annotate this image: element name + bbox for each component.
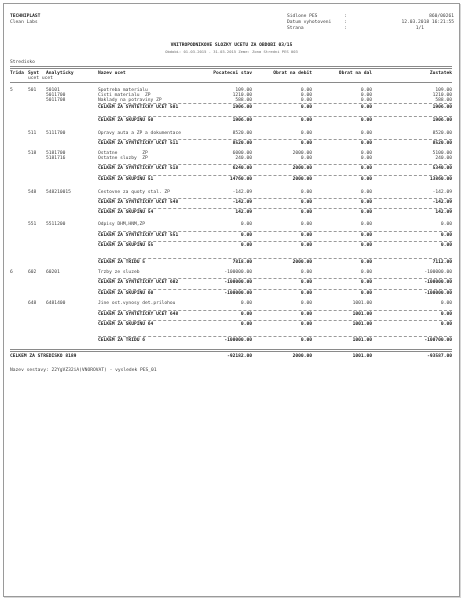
cell-nazev: Naklady na potraviny ZP — [98, 98, 162, 103]
cell-synt: 511 — [28, 131, 37, 136]
report-page — [3, 3, 460, 597]
header-sep: : — [344, 14, 347, 19]
cell-md: 2000.00 — [292, 177, 312, 182]
cell-dal: 0.00 — [360, 291, 372, 296]
subtotal-rule — [98, 139, 452, 140]
cell-podstav: 1906.00 — [232, 118, 252, 123]
header-rule — [10, 66, 452, 69]
header-value-date: 12.03.2018 16:21:55 — [401, 20, 454, 25]
cell-nazev: CELKEM ZA SKUPINU 51 — [98, 177, 154, 182]
cell-zustatek: 240.00 — [435, 156, 452, 161]
cell-synt: 602 — [28, 270, 37, 275]
cell-analyt: 60201 — [46, 270, 60, 275]
cell-synt: 518 — [28, 151, 37, 156]
cell-analyt: 6481400 — [46, 301, 66, 306]
subtotal-rule — [98, 278, 452, 279]
cell-zustatek: 0.00 — [440, 222, 452, 227]
cell-nazev: Jine ost.vynosy det.prilohou — [98, 301, 176, 306]
cell-podstav: 0.00 — [240, 243, 252, 248]
total-podstav: -92182.00 — [227, 354, 252, 359]
col-trida: Trida — [10, 71, 24, 76]
cell-dal: 0.00 — [360, 151, 372, 156]
cell-podstav: 1210.00 — [232, 93, 252, 98]
subtotal-rule — [98, 175, 452, 176]
cell-zustatek: 1210.00 — [432, 93, 452, 98]
cell-zustatek: 13860.00 — [429, 177, 452, 182]
cell-podstav: -100000.00 — [224, 270, 252, 275]
cell-md: 0.00 — [300, 338, 312, 343]
cell-zustatek: 0.00 — [440, 301, 452, 306]
columns-rule — [10, 82, 452, 83]
report-subtitle: Obdobi: 01.03.2015 - 31.03.2015 Zeme: Zona Stredni PES 003 — [165, 49, 298, 54]
section-label: Stredisko — [10, 60, 35, 65]
cell-dal: 0.00 — [360, 166, 372, 171]
total-dal: 1001.00 — [352, 354, 372, 359]
cell-podstav: 0.00 — [240, 233, 252, 238]
cell-zustatek: -100000.00 — [424, 270, 452, 275]
cell-zustatek: 588.00 — [435, 98, 452, 103]
cell-synt: 551 — [28, 222, 37, 227]
col-podstav: Pocatecni stav — [213, 71, 252, 76]
cell-podstav: 0.00 — [240, 301, 252, 306]
subtotal-rule — [98, 103, 452, 104]
header-sep: : — [344, 20, 347, 25]
cell-zustatek: -100000.00 — [424, 280, 452, 285]
subtotal-rule — [98, 208, 452, 209]
cell-analyt: 5181700 — [46, 151, 66, 156]
cell-nazev: CELKEM ZA SKUPINU 64 — [98, 322, 154, 327]
subtotal-rule — [98, 289, 452, 290]
cell-analyt: 5181716 — [46, 156, 66, 161]
cell-nazev: CELKEM ZA SKUPINU 54 — [98, 210, 154, 215]
cell-synt: 648 — [28, 301, 37, 306]
cell-md: 2000.00 — [292, 166, 312, 171]
cell-nazev: CELKEM ZA SYNTETICKY UCET 551 — [98, 233, 179, 238]
cell-dal: 0.00 — [360, 190, 372, 195]
cell-dal: 0.00 — [360, 88, 372, 93]
cell-podstav: -100000.00 — [224, 338, 252, 343]
subtotal-rule — [98, 336, 452, 337]
cell-zustatek: 7112.00 — [432, 260, 452, 265]
cell-podstav: -142.09 — [232, 190, 252, 195]
cell-dal: 0.00 — [360, 156, 372, 161]
cell-podstav: 8520.00 — [232, 141, 252, 146]
cell-analyt: 5511200 — [46, 222, 66, 227]
cell-md: 2000.00 — [292, 260, 312, 265]
cell-md: 0.00 — [300, 88, 312, 93]
cell-podstav: 588.00 — [235, 98, 252, 103]
cell-dal: 1001.00 — [352, 322, 372, 327]
cell-analyt: 50101 — [46, 88, 60, 93]
cell-dal: 1001.00 — [352, 338, 372, 343]
subtotal-rule — [98, 164, 452, 165]
cell-dal: 0.00 — [360, 98, 372, 103]
cell-zustatek: -100000.00 — [424, 291, 452, 296]
cell-podstav: 14760.00 — [229, 177, 252, 182]
cell-dal: 1001.00 — [352, 301, 372, 306]
col-sub: ucet ucet — [28, 76, 53, 81]
cell-dal: 1001.00 — [352, 312, 372, 317]
total-label: CELKEM ZA STREDISKO 8189 — [10, 354, 77, 359]
cell-md: 0.00 — [300, 291, 312, 296]
cell-zustatek: -142.09 — [432, 200, 452, 205]
col-zustatek: Zustatek — [429, 71, 452, 76]
cell-dal: 0.00 — [360, 233, 372, 238]
cell-dal: 0.00 — [360, 210, 372, 215]
cell-zustatek: -142.09 — [432, 190, 452, 195]
subtotal-rule — [98, 231, 452, 232]
cell-dal: 0.00 — [360, 105, 372, 110]
cell-md: 0.00 — [300, 156, 312, 161]
cell-zustatek: 8520.00 — [432, 131, 452, 136]
cell-analyt: 5011700 — [46, 93, 66, 98]
cell-nazev: CELKEM ZA SYNTETICKY UCET 518 — [98, 166, 179, 171]
cell-nazev: CELKEM ZA SKUPINU 50 — [98, 118, 154, 123]
cell-podstav: 240.00 — [235, 156, 252, 161]
cell-md: 0.00 — [300, 98, 312, 103]
cell-md: 0.00 — [300, 322, 312, 327]
cell-dal: 0.00 — [360, 260, 372, 265]
cell-zustatek: 0.00 — [440, 312, 452, 317]
header-sep: : — [344, 26, 347, 31]
col-md: Obrat na debit — [273, 71, 312, 76]
header-label-pes: Sidlone PES — [287, 14, 318, 19]
cell-trida: 6 — [10, 270, 13, 275]
cell-synt: 548 — [28, 190, 37, 195]
cell-md: 0.00 — [300, 93, 312, 98]
cell-nazev: Ostatne ZP — [98, 151, 148, 156]
cell-dal: 0.00 — [360, 280, 372, 285]
cell-nazev: Cisti materialu ZP — [98, 93, 151, 98]
cell-zustatek: 5100.00 — [432, 151, 452, 156]
cell-podstav: 0.00 — [240, 222, 252, 227]
cell-dal: 0.00 — [360, 118, 372, 123]
cell-dal: 0.00 — [360, 141, 372, 146]
cell-nazev: Ostatne sluzby ZP — [98, 156, 148, 161]
cell-podstav: 7818.00 — [232, 260, 252, 265]
subtotal-rule — [98, 258, 452, 259]
cell-nazev: CELKEM ZA SYNTETICKY UCET 548 — [98, 200, 179, 205]
cell-podstav: 6000.00 — [232, 151, 252, 156]
cell-podstav: -142.09 — [232, 200, 252, 205]
company-subtitle: Clean Labs — [10, 20, 38, 25]
cell-podstav: 1906.00 — [232, 105, 252, 110]
cell-md: 0.00 — [300, 190, 312, 195]
header-value-page: 1/1 — [415, 26, 424, 31]
company-name: TECHNIPLAST — [10, 14, 41, 19]
cell-nazev: CELKEM ZA SYNTETICKY UCET 602 — [98, 280, 179, 285]
cell-podstav: 0.00 — [240, 312, 252, 317]
cell-nazev: CELKEM ZA TRIDU 6 — [98, 338, 146, 343]
cell-podstav: -100000.00 — [224, 291, 252, 296]
cell-zustatek: -100700.00 — [424, 338, 452, 343]
report-title: VNITROPODNIKOVE SLOZKY UCETU ZA OBDOBI 03/15 — [170, 43, 293, 48]
header-label-page: Strana — [287, 26, 304, 31]
cell-podstav: 109.00 — [235, 88, 252, 93]
cell-zustatek: 1906.00 — [432, 105, 452, 110]
cell-trida: 5 — [10, 88, 13, 93]
cell-dal: 0.00 — [360, 243, 372, 248]
cell-md: 0.00 — [300, 233, 312, 238]
cell-nazev: Spotreba materialu — [98, 88, 148, 93]
total-zustatek: -93587.00 — [427, 354, 452, 359]
cell-md: 0.00 — [300, 222, 312, 227]
cell-podstav: 8520.00 — [232, 131, 252, 136]
subtotal-rule — [98, 198, 452, 199]
cell-nazev: Opravy auta a ZP a dokumentace — [98, 131, 181, 136]
cell-synt: 501 — [28, 88, 37, 93]
cell-md: 0.00 — [300, 141, 312, 146]
cell-zustatek: 109.00 — [435, 88, 452, 93]
col-dal: Obrat na dal — [338, 71, 372, 76]
cell-dal: 0.00 — [360, 177, 372, 182]
cell-nazev: CELKEM ZA SYNTETICKY UCET 511 — [98, 141, 179, 146]
cell-nazev: CELKEM ZA SKUPINU 55 — [98, 243, 154, 248]
subtotal-rule — [98, 116, 452, 117]
cell-md: 0.00 — [300, 210, 312, 215]
cell-md: 0.00 — [300, 200, 312, 205]
cell-zustatek: 8520.00 — [432, 141, 452, 146]
subtotal-rule — [98, 310, 452, 311]
cell-md: 0.00 — [300, 131, 312, 136]
header-label-date: Datum vyhotoveni — [287, 20, 332, 25]
cell-analyt: 5011708 — [46, 98, 66, 103]
cell-podstav: 142.09 — [235, 210, 252, 215]
cell-zustatek: 0.00 — [440, 322, 452, 327]
col-nazev: Nazev ucet — [98, 71, 126, 76]
cell-dal: 0.00 — [360, 131, 372, 136]
cell-md: 0.00 — [300, 301, 312, 306]
cell-dal: 0.00 — [360, 270, 372, 275]
cell-md: 0.00 — [300, 118, 312, 123]
cell-dal: 0.00 — [360, 222, 372, 227]
cell-zustatek: 142.09 — [435, 210, 452, 215]
subtotal-rule — [98, 241, 452, 242]
cell-md: 0.00 — [300, 270, 312, 275]
total-rule — [10, 349, 452, 352]
cell-nazev: CELKEM ZA SYNTETICKY UCET 648 — [98, 312, 179, 317]
cell-zustatek: 0.00 — [440, 243, 452, 248]
cell-podstav: 0.00 — [240, 322, 252, 327]
cell-podstav: 6240.00 — [232, 166, 252, 171]
col-synt: Synt — [28, 71, 40, 76]
report-footer: Nazev sestavy: 22YgVZ32iA(VNOROVAT) - vysledek PES_01 — [10, 368, 157, 373]
cell-zustatek: 5340.00 — [432, 166, 452, 171]
cell-podstav: -100000.00 — [224, 280, 252, 285]
cell-md: 0.00 — [300, 312, 312, 317]
cell-analyt: 5111700 — [46, 131, 66, 136]
cell-analyt: 548210015 — [46, 190, 71, 195]
total-md: 2000.00 — [292, 354, 312, 359]
cell-md: 0.00 — [300, 105, 312, 110]
cell-zustatek: 1906.00 — [432, 118, 452, 123]
subtotal-rule — [98, 320, 452, 321]
cell-md: 0.00 — [300, 243, 312, 248]
cell-nazev: CELKEM ZA SKUPINU 60 — [98, 291, 154, 296]
cell-nazev: CELKEM ZA TRIDU 5 — [98, 260, 146, 265]
header-value-pes: 860/00261 — [429, 14, 454, 19]
cell-dal: 0.00 — [360, 93, 372, 98]
cell-dal: 0.00 — [360, 200, 372, 205]
cell-md: 2000.00 — [292, 151, 312, 156]
cell-md: 0.00 — [300, 280, 312, 285]
cell-nazev: CELKEM ZA SYNTETICKY UCET 501 — [98, 105, 179, 110]
cell-zustatek: 0.00 — [440, 233, 452, 238]
cell-nazev: Odpisy DHM,HNM,ZP — [98, 222, 146, 227]
cell-nazev: Trzby ze sluzeb — [98, 270, 140, 275]
col-analyt: Analyticky — [46, 71, 74, 76]
cell-nazev: Cestovne za quoty stal. ZP — [98, 190, 170, 195]
